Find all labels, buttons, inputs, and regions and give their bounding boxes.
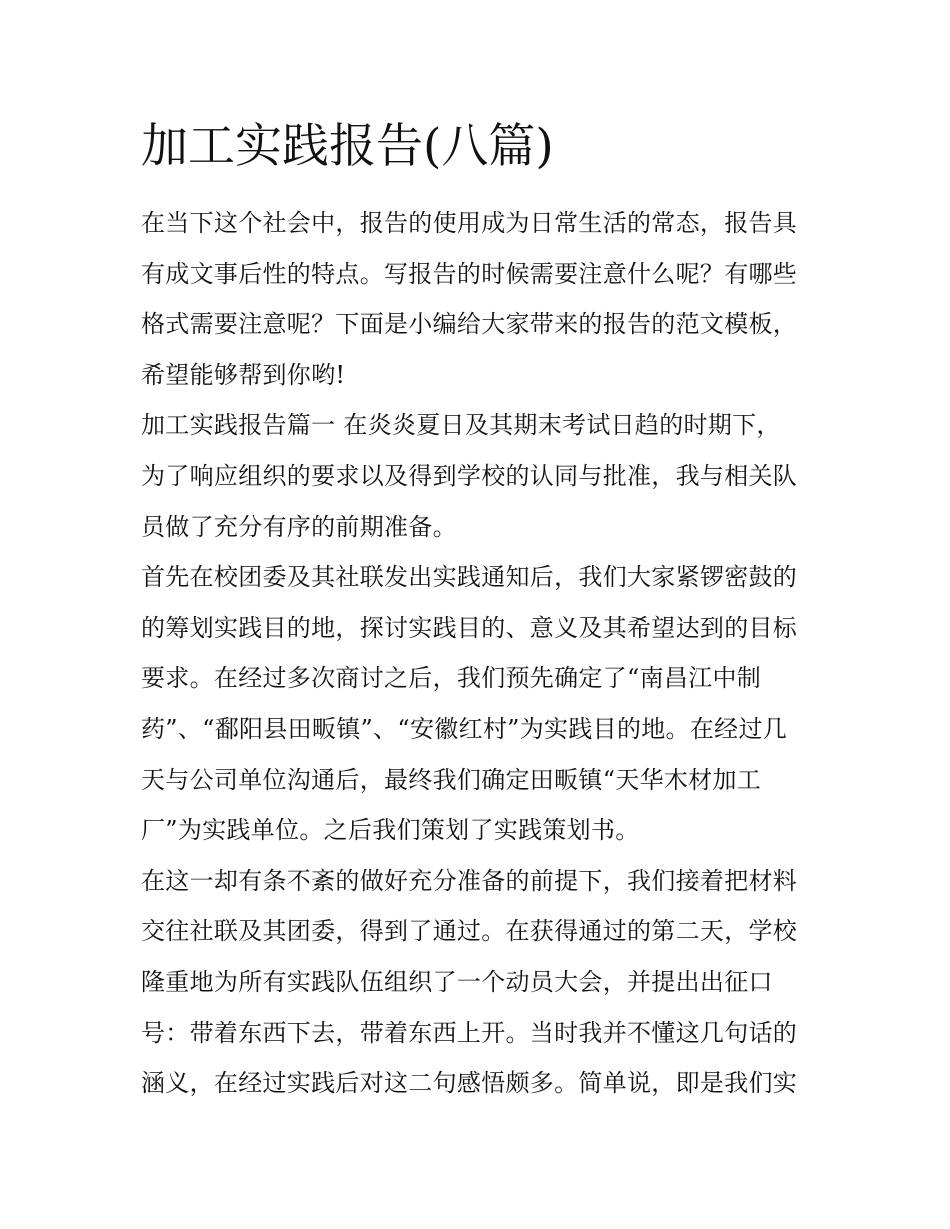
text-line: 希望能够帮到你哟! (141, 360, 346, 389)
text-line: 药”、“鄱阳县田畈镇”、“安徽红村”为实践目的地。在经过几 (141, 714, 788, 743)
text-line: 为了响应组织的要求以及得到学校的认同与批准，我与相关队 (141, 461, 798, 490)
text-line: 交往社联及其团委，得到了通过。在获得通过的第二天，学校 (141, 917, 798, 946)
page-title: 加工实践报告(八篇) (141, 119, 554, 174)
text-line: 天与公司单位沟通后，最终我们确定田畈镇“天华木材加工 (141, 765, 762, 794)
text-line: 首先在校团委及其社联发出实践通知后，我们大家紧锣密鼓的 (141, 563, 798, 592)
text-line: 格式需要注意呢？下面是小编给大家带来的报告的范文模板， (141, 310, 798, 339)
text-line: 号：带着东西下去，带着东西上开。当时我并不懂这几句话的 (141, 1018, 798, 1047)
text-line: 在这一却有条不紊的做好充分准备的前提下，我们接着把材料 (141, 866, 798, 895)
text-line: 隆重地为所有实践队伍组织了一个动员大会，并提出出征口 (141, 967, 773, 996)
document-body (141, 198, 821, 1109)
text-line: 加工实践报告篇一 在炎炎夏日及其期末考试日趋的时期下， (141, 411, 781, 440)
text-line: 涵义，在经过实践后对这二句感悟颇多。简单说，即是我们实 (141, 1069, 798, 1098)
text-line: 有成文事后性的特点。写报告的时候需要注意什么呢？有哪些 (141, 259, 798, 288)
text-line: 的筹划实践目的地，探讨实践目的、意义及其希望达到的目标 (141, 613, 798, 642)
text-line: 厂”为实践单位。之后我们策划了实践策划书。 (141, 816, 640, 845)
text-line: 要求。在经过多次商讨之后，我们预先确定了“南昌江中制 (141, 664, 762, 693)
text-line: 在当下这个社会中，报告的使用成为日常生活的常态，报告具 (141, 209, 798, 237)
text-line: 员做了充分有序的前期准备。 (141, 512, 457, 541)
